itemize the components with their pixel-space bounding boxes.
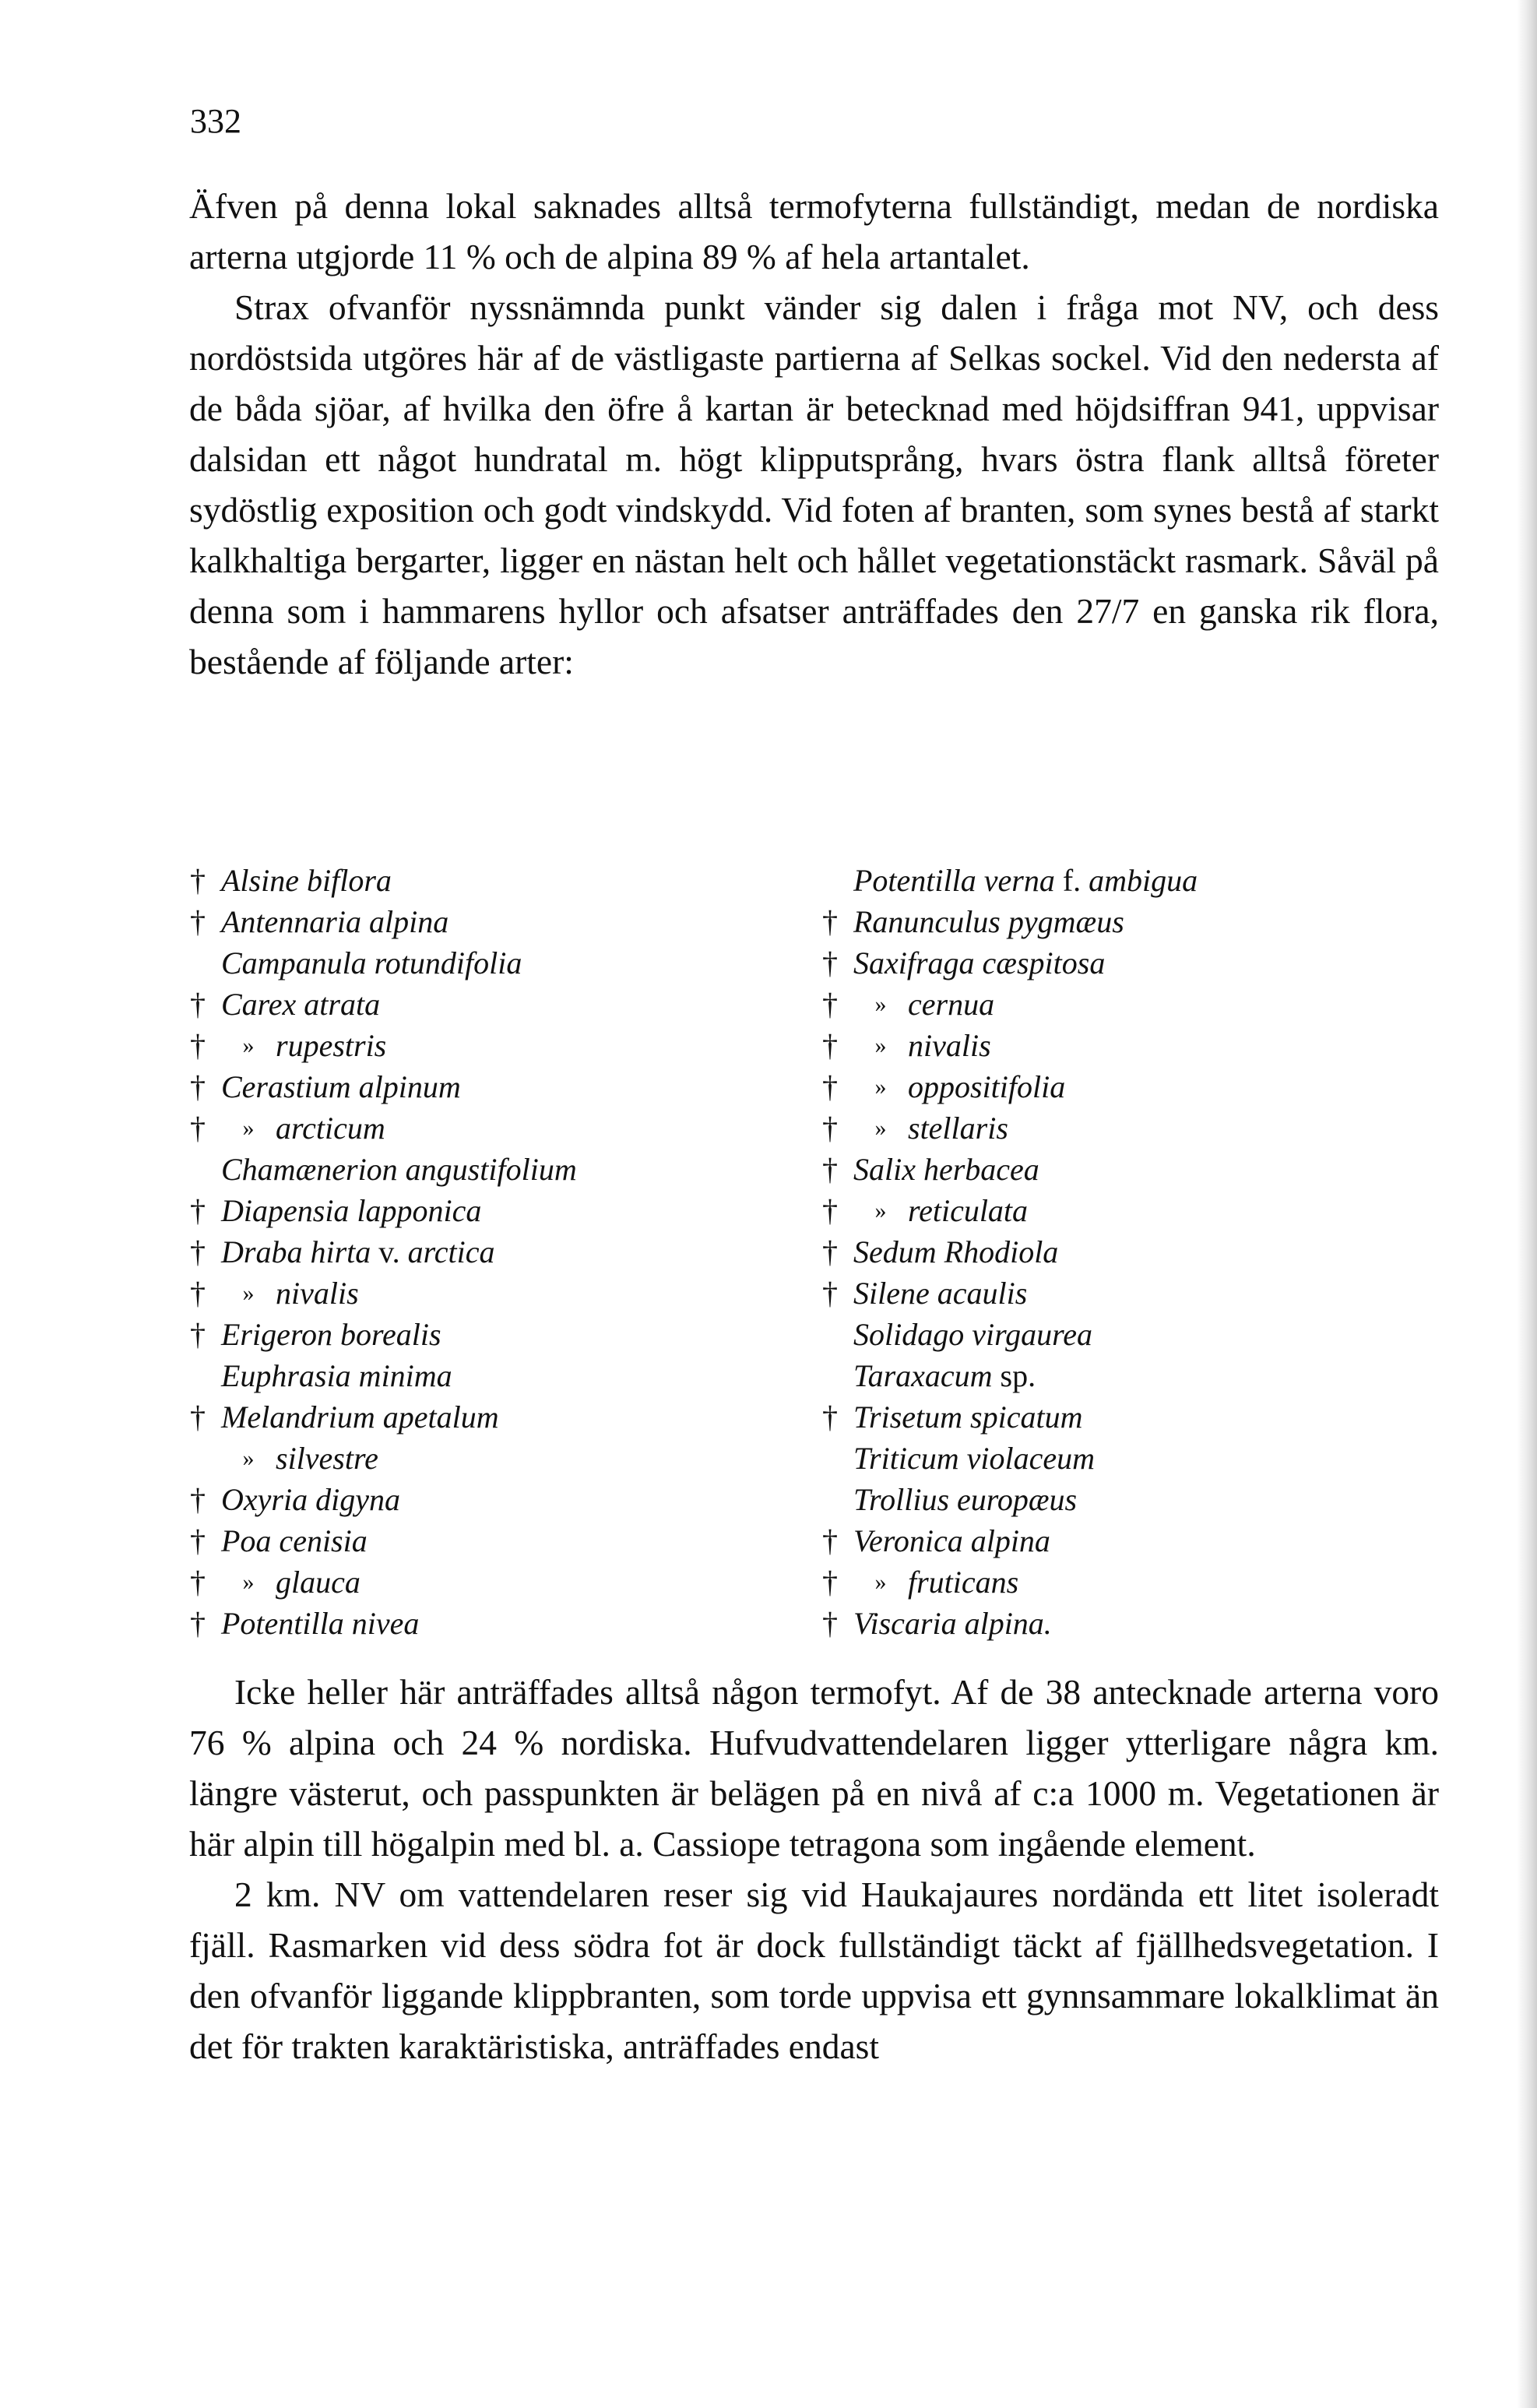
species-row	[190, 1273, 577, 1314]
paragraph-locality-description: Strax ofvanför nyssnämnda punkt vänder sig dalen i fråga mot NV, och dess nordöstsida utgöres här af de västligaste partierna af Selkas sockel. Vid den nedersta af de båda sjöar, af hvilka den öfre å kartan är betecknad med höjdsiffran 941, uppvisar dalsidan ett något hundratal m. högt klipputsprång, hvars östra flank alltså företer sydöstlig exposition och godt vindskydd. Vid foten af branten, som synes bestå af starkt kalkhaltiga bergarter, ligger en nästan helt och hållet vegetationstäckt rasmark. Såväl på denna som i hammarens hyllor och afsatser anträffades den 27/7 en ganska rik flora, bestående af följande arter:	[189, 287, 1439, 681]
continuation-text	[189, 1667, 1439, 2072]
species-row	[822, 1520, 1198, 1561]
dagger-mark: †	[190, 1028, 206, 1063]
dagger-mark: †	[822, 945, 838, 980]
ditto-mark: »	[242, 1569, 255, 1595]
ditto-mark: »	[242, 1033, 255, 1058]
ditto-mark: »	[242, 1280, 255, 1306]
dagger-mark: †	[822, 904, 838, 939]
species-name: Alsine biflora	[221, 863, 392, 898]
species-name: Triticum violaceum	[853, 1441, 1095, 1476]
species-row	[190, 860, 577, 901]
dagger-mark: †	[190, 904, 206, 939]
species-name: Potentilla nivea	[221, 1606, 420, 1641]
species-row	[822, 1231, 1198, 1273]
dagger-mark: †	[822, 1523, 838, 1558]
species-row	[822, 1561, 1198, 1603]
species-row	[190, 1438, 577, 1479]
species-epithet: reticulata	[908, 1193, 1029, 1228]
dagger-mark	[190, 942, 221, 984]
species-name: Draba hirta	[221, 1234, 371, 1269]
dagger-mark: †	[822, 1152, 838, 1187]
species-row	[822, 984, 1198, 1025]
dagger-mark: †	[822, 1069, 838, 1104]
ditto-mark: »	[242, 1445, 255, 1471]
species-row	[190, 1149, 577, 1190]
species-row	[190, 1479, 577, 1520]
dagger-mark: †	[190, 987, 206, 1022]
species-list-left	[190, 860, 577, 1644]
paragraph-species-statistics: Icke heller här anträffades alltså någon termofyt. Af de 38 antecknade arterna voro 76 % alpina och 24 % nordiska. Hufvudvattendelaren ligger ytterligare några km. längre västerut, och passpunkten är belägen på en nivå af c:a 1000 m. Vegetationen är här alpin till högalpin med bl. a. Cassiope tetragona som ingående element.	[189, 1672, 1439, 1864]
species-name: Poa cenisia	[221, 1523, 368, 1558]
dagger-mark	[822, 1355, 853, 1396]
species-name: Melandrium apetalum	[221, 1399, 499, 1435]
page-number: 332	[190, 102, 241, 140]
species-row	[190, 901, 577, 942]
paragraph-haukajaure: 2 km. NV om vattendelaren reser sig vid Haukajaures nordända ett litet isoleradt fjäll. Rasmarken vid dess södra fot är dock fullständigt täckt af fjällhedsvegetation. I den ofvanför liggande klippbranten, som torde uppvisa ett gynnsammare lokalklimat än det för trakten karaktäristiska, anträffades endast	[189, 1875, 1439, 2066]
species-epithet: nivalis	[276, 1276, 359, 1311]
species-infraspecific-name: arctica	[407, 1234, 495, 1269]
dagger-mark: †	[822, 1028, 838, 1063]
species-name: Cerastium alpinum	[221, 1069, 461, 1104]
species-name: Saxifraga cæspitosa	[853, 945, 1106, 980]
species-name: Campanula rotundifolia	[221, 945, 522, 980]
species-row	[190, 1314, 577, 1355]
species-row	[190, 1231, 577, 1273]
ditto-mark: »	[874, 1074, 887, 1100]
species-name: Erigeron borealis	[221, 1317, 441, 1352]
species-epithet: rupestris	[276, 1028, 387, 1063]
species-epithet: oppositifolia	[908, 1069, 1066, 1104]
species-row	[822, 901, 1198, 942]
dagger-mark: †	[822, 987, 838, 1022]
species-row	[822, 1025, 1198, 1066]
species-qualifier: sp.	[1000, 1358, 1036, 1393]
dagger-mark	[190, 1438, 221, 1479]
species-row	[822, 1438, 1198, 1479]
species-row	[822, 1355, 1198, 1396]
species-name: Salix herbacea	[853, 1152, 1039, 1187]
dagger-mark: †	[190, 1523, 206, 1558]
species-row	[190, 1355, 577, 1396]
species-infraspecific-name: ambigua	[1089, 863, 1198, 898]
species-row	[190, 1066, 577, 1107]
species-row	[822, 1107, 1198, 1149]
ditto-mark: »	[874, 991, 887, 1017]
species-name: Viscaria alpina.	[853, 1606, 1052, 1641]
dagger-mark: †	[822, 1276, 838, 1311]
species-name: Carex atrata	[221, 987, 381, 1022]
dagger-mark	[822, 1479, 853, 1520]
dagger-mark: †	[822, 1234, 838, 1269]
species-row	[190, 1603, 577, 1644]
species-name: Diapensia lapponica	[221, 1193, 482, 1228]
dagger-mark: †	[190, 1606, 206, 1641]
dagger-mark: †	[190, 1565, 206, 1600]
dagger-mark: †	[190, 1399, 206, 1435]
species-row	[190, 1107, 577, 1149]
species-row	[822, 1149, 1198, 1190]
ditto-mark: »	[874, 1115, 887, 1141]
ditto-mark: »	[874, 1569, 887, 1595]
dagger-mark: †	[190, 863, 206, 898]
page-edge	[1517, 0, 1537, 2408]
species-name: Trollius europæus	[853, 1482, 1078, 1517]
dagger-mark	[190, 1355, 221, 1396]
species-row	[822, 1396, 1198, 1438]
species-name: Ranunculus pygmæus	[853, 904, 1124, 939]
species-row	[190, 984, 577, 1025]
species-qualifier: f.	[1062, 863, 1082, 898]
species-name: Antennaria alpina	[221, 904, 449, 939]
intro-text	[189, 181, 1439, 687]
species-name: Oxyria digyna	[221, 1482, 400, 1517]
species-row	[190, 1396, 577, 1438]
dagger-mark: †	[822, 1399, 838, 1435]
dagger-mark: †	[190, 1069, 206, 1104]
species-epithet: glauca	[276, 1565, 361, 1600]
species-name: Euphrasia minima	[221, 1358, 452, 1393]
ditto-mark: »	[242, 1115, 255, 1141]
species-row	[190, 1025, 577, 1066]
paragraph-termofyt-summary: Äfven på denna lokal saknades alltså termofyterna fullständigt, medan de nordiska arterna utgjorde 11 % och de alpina 89 % af hela artantalet.	[189, 186, 1439, 276]
dagger-mark	[190, 1149, 221, 1190]
species-name: Veronica alpina	[853, 1523, 1050, 1558]
ditto-mark: »	[874, 1198, 887, 1223]
species-row	[822, 1479, 1198, 1520]
species-row	[822, 1066, 1198, 1107]
species-row	[822, 942, 1198, 984]
species-row	[190, 1190, 577, 1231]
dagger-mark: †	[822, 1606, 838, 1641]
species-name: Sedum Rhodiola	[853, 1234, 1059, 1269]
dagger-mark	[822, 860, 853, 901]
species-epithet: stellaris	[908, 1111, 1008, 1146]
dagger-mark: †	[822, 1565, 838, 1600]
species-epithet: fruticans	[908, 1565, 1019, 1600]
species-row	[822, 1603, 1198, 1644]
dagger-mark: †	[190, 1193, 206, 1228]
species-row	[190, 1520, 577, 1561]
species-epithet: nivalis	[908, 1028, 991, 1063]
dagger-mark: †	[822, 1193, 838, 1228]
dagger-mark: †	[190, 1276, 206, 1311]
dagger-mark	[822, 1314, 853, 1355]
dagger-mark: †	[190, 1111, 206, 1146]
dagger-mark: †	[190, 1234, 206, 1269]
species-name: Chamænerion angustifolium	[221, 1152, 577, 1187]
dagger-mark: †	[190, 1482, 206, 1517]
species-name: Trisetum spicatum	[853, 1399, 1083, 1435]
species-qualifier: v.	[378, 1234, 400, 1269]
dagger-mark	[822, 1438, 853, 1479]
species-row	[190, 942, 577, 984]
species-row	[822, 860, 1198, 901]
dagger-mark: †	[190, 1317, 206, 1352]
species-row	[190, 1561, 577, 1603]
species-row	[822, 1273, 1198, 1314]
species-epithet: arcticum	[276, 1111, 385, 1146]
species-epithet: silvestre	[276, 1441, 378, 1476]
species-list-right	[822, 860, 1198, 1644]
species-name: Solidago virgaurea	[853, 1317, 1093, 1352]
species-row	[822, 1314, 1198, 1355]
species-name: Potentilla verna	[853, 863, 1055, 898]
dagger-mark: †	[822, 1111, 838, 1146]
ditto-mark: »	[874, 1033, 887, 1058]
species-name: Silene acaulis	[853, 1276, 1028, 1311]
species-name: Taraxacum	[853, 1358, 993, 1393]
species-row	[822, 1190, 1198, 1231]
species-epithet: cernua	[908, 987, 995, 1022]
